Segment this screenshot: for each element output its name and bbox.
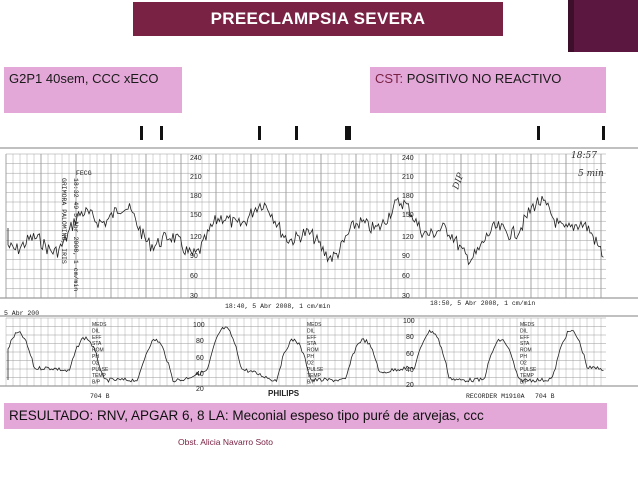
marker-label: STA	[307, 341, 317, 348]
ctg-tracing-image	[0, 118, 638, 400]
chart-annotation: 18:50, 5 Abr 2008, 1 cm/min	[430, 300, 536, 307]
corner-decoration	[568, 0, 638, 52]
marker-label: MEDS	[307, 322, 322, 328]
marker-label: O2	[307, 360, 314, 367]
cst-value: POSITIVO NO REACTIVO	[406, 71, 562, 86]
fhr-tick: 30	[402, 293, 410, 300]
fhr-tick: 60	[190, 273, 198, 280]
paper-model: RECORDER M1910A	[466, 393, 525, 400]
chart-annotation: 18:40, 5 Abr 2008, 1 cm/min	[225, 303, 331, 310]
marker-label: STA	[92, 341, 102, 348]
uc-tick: 100	[403, 318, 415, 325]
uc-tick: 80	[196, 338, 204, 345]
event-marker	[602, 126, 605, 140]
marker-label: B/P	[92, 379, 101, 386]
marker-label: TEMP	[520, 373, 534, 380]
marker-label: ROM	[520, 347, 532, 354]
side-label: GRIMORA PALOMINO, IRIS	[60, 178, 67, 264]
marker-label: DIL	[307, 328, 315, 335]
slide-title: PREECLAMPSIA SEVERA	[133, 2, 503, 36]
marker-label: PH	[92, 354, 99, 360]
result-text: RESULTADO: RNV, APGAR 6, 8 LA: Meconial espeso tipo puré de arvejas, ccc	[9, 408, 484, 423]
marker-label: PULSE	[92, 366, 109, 373]
handwritten-note: DIP	[451, 171, 467, 192]
chart-annotation: 5 Abr 200	[4, 310, 40, 317]
uc-tick: 20	[406, 382, 414, 389]
marker-label: TEMP	[307, 373, 321, 380]
marker-label: PH	[520, 354, 527, 360]
uc-tick: 80	[406, 334, 414, 341]
marker-label: O2	[92, 360, 99, 367]
marker-label: TEMP	[92, 373, 106, 380]
event-marker	[258, 126, 261, 140]
handwritten-note: 5 min	[578, 169, 604, 179]
event-marker	[295, 126, 298, 140]
event-marker	[140, 126, 143, 140]
marker-label: PULSE	[520, 366, 537, 373]
paper-code: 704 B	[535, 393, 555, 400]
marker-label: EFF	[92, 334, 102, 341]
marker-label: ROM	[307, 347, 319, 354]
fhr-tick: 120	[190, 234, 202, 241]
cst-box	[370, 67, 606, 113]
result-bar	[4, 403, 607, 429]
cst-label: CST:	[375, 71, 404, 86]
fhr-tick: 210	[190, 174, 202, 181]
fhr-tick: 180	[190, 193, 202, 200]
paper-code: 704 B	[90, 393, 110, 400]
marker-label: STA	[520, 341, 530, 348]
fhr-tick: 120	[402, 234, 414, 241]
fhr-tick: 90	[402, 253, 410, 260]
marker-label: B/P	[307, 379, 316, 386]
chart-annotation: FECG	[76, 170, 92, 177]
uc-tick: 20	[196, 386, 204, 393]
paper-brand: PHILIPS	[268, 389, 300, 398]
marker-label: B/P	[520, 379, 529, 386]
fhr-tick: 240	[190, 155, 202, 162]
patient-info-text: G2P1 40sem, CCC xECO	[9, 71, 159, 86]
event-marker	[537, 126, 540, 140]
marker-label: PH	[307, 354, 314, 360]
marker-label: ROM	[92, 347, 104, 354]
side-label: 18:32 49 5 Abr 2008, 1 cm/min	[72, 178, 79, 292]
fhr-tick: 150	[190, 212, 202, 219]
fhr-tick: 90	[190, 253, 198, 260]
author-credit: Obst. Alicia Navarro Soto	[178, 437, 273, 447]
marker-label: EFF	[307, 334, 317, 341]
fhr-tick: 240	[402, 155, 414, 162]
uc-tick: 60	[406, 351, 414, 358]
event-marker	[160, 126, 163, 140]
uc-tick: 40	[196, 371, 204, 378]
marker-label: DIL	[92, 328, 100, 335]
fhr-tick: 30	[190, 293, 198, 300]
fhr-tick: 60	[402, 273, 410, 280]
fhr-tick: 210	[402, 174, 414, 181]
fhr-tick: 180	[402, 193, 414, 200]
marker-label: EFF	[520, 334, 530, 341]
uc-tick: 40	[406, 367, 414, 374]
marker-label: O2	[520, 360, 527, 367]
event-marker	[346, 126, 349, 140]
handwritten-note: 18:57	[571, 151, 597, 161]
patient-info-box	[4, 67, 182, 113]
uc-tick: 100	[193, 322, 205, 329]
uc-tick: 60	[196, 355, 204, 362]
marker-label: PULSE	[307, 366, 324, 373]
marker-label: MEDS	[520, 322, 535, 328]
marker-label: MEDS	[92, 322, 107, 328]
fhr-tick: 150	[402, 212, 414, 219]
marker-label: DIL	[520, 328, 528, 335]
